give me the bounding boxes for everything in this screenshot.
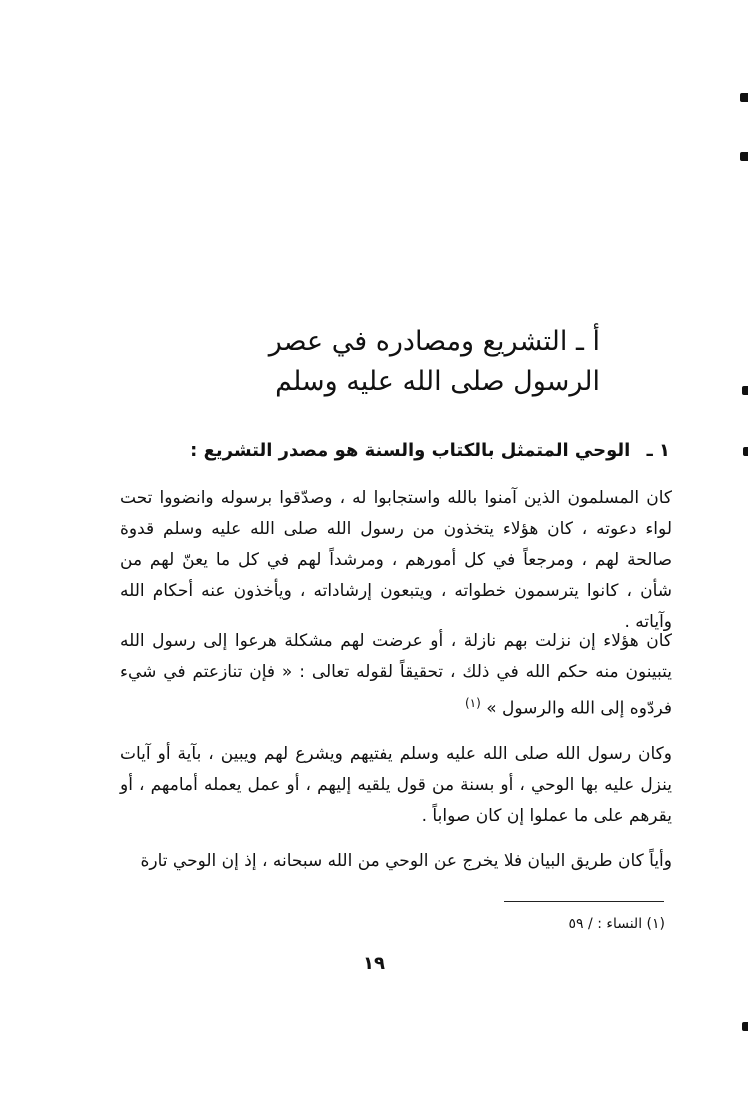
footnote: (١) النساء : / ٥٩ <box>568 916 665 932</box>
paragraph-text: كان هؤلاء إن نزلت بهم نازلة ، أو عرضت لهم مشكلة هرعوا إلى رسول الله يتبينون منه حكم الله في ذلك ، تحقيقاً لقوله تعالى : « فإن تنازعتم في شيء فردّوه إلى الله والرسول » <box>120 631 672 719</box>
edge-mark <box>742 1022 748 1031</box>
paragraph: كان المسلمون الذين آمنوا بالله واستجابوا له ، وصدّقوا برسوله وانضووا تحت لواء دعوته ، كان هؤلاء يتخذون من رسول الله صلى الله عليه وسلم قدوة صالحة لهم ، ومرجعاً في كل أمورهم ، ومرشداً لهم في كل ما يعنّ لهم من شأن ، كانوا يترسمون خطواته ، ويتبعون إرشاداته ، ويأخذون عنه أحكام الله وآياته . <box>120 488 672 632</box>
section-number: ١ ـ <box>646 440 670 461</box>
edge-mark <box>740 152 748 161</box>
edge-mark <box>742 386 748 395</box>
section-heading <box>190 436 670 466</box>
chapter-title: أ ـ التشريع ومصادره في عصر الرسول صلى الله عليه وسلم <box>268 326 600 397</box>
edge-mark <box>743 447 748 456</box>
paragraph: وأياً كان طريق البيان فلا يخرج عن الوحي من الله سبحانه ، إذ إن الوحي تارة <box>140 851 672 871</box>
page-number: ١٩ <box>363 953 385 974</box>
footnote-divider <box>504 901 664 902</box>
footnote-reference: (١) <box>464 696 481 710</box>
edge-mark <box>740 93 748 102</box>
paragraph: وكان رسول الله صلى الله عليه وسلم يفتيهم ويشرع لهم ويبين ، بآية أو آيات ينزل عليه بها الوحي ، أو بسنة من قول يلقيه إليهم ، أو عمل يعمله أمامهم ، أو يقرهم على ما عملوا إن كان صواباً . <box>120 744 672 826</box>
section-heading-text: الوحي المتمثل بالكتاب والسنة هو مصدر التشريع : <box>190 440 631 461</box>
paragraph <box>120 626 672 725</box>
